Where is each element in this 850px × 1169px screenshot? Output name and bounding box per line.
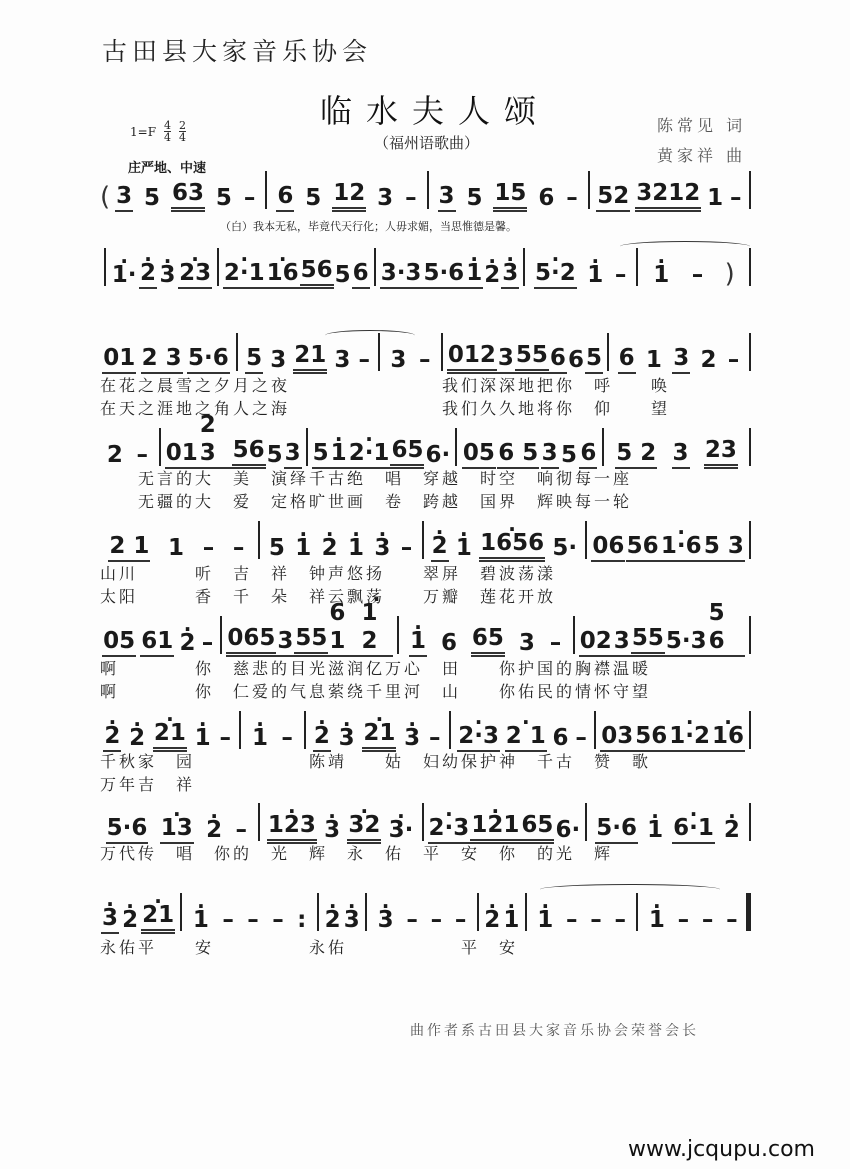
- measure: 5·6 · 1 · 6·1 · 2: [591, 800, 745, 844]
- measure: · 1· · 2 · 3 · 23: [110, 245, 213, 289]
- lyrics-verse-1: 千秋家 园 陈靖 姑 妇幼保护神 千古 赞 歌: [100, 752, 652, 771]
- barline: [636, 248, 638, 286]
- measure: 5·6 · 13 · 2 –: [100, 800, 254, 844]
- measure: · 1 6 65 3 –: [403, 613, 569, 657]
- lyrics-verse-2: 万年吉 祥: [100, 775, 196, 794]
- measure: · 1 – ): [642, 245, 745, 289]
- measure: 5 · 1 · 2 · 1 · 3 –: [264, 518, 418, 562]
- intro-bracket-close: ): [724, 259, 735, 289]
- organization-name: 古田县大家音乐协会: [102, 37, 373, 66]
- measure: · 2 · 1: [483, 890, 521, 934]
- lyrics-verse-2: 啊 你 仁爱的气息萦绕千里河 山 你佑民的情怀守望: [100, 682, 652, 701]
- barline: [749, 616, 751, 654]
- measure: 3 5 15 6 –: [438, 180, 578, 211]
- repeat-start-barline: [104, 248, 108, 286]
- measure: 02 3 55 5·3 5 6: [579, 613, 745, 657]
- barline: [306, 428, 308, 466]
- measure: · 3 · 2 · 21: [100, 890, 176, 934]
- barline: [749, 333, 751, 371]
- measure: 01 2 3 5·6: [100, 330, 232, 374]
- measure: 6 1 3 2 –: [618, 345, 740, 373]
- barline: [374, 248, 376, 286]
- barline: [217, 248, 219, 286]
- measure: 05 6 5 3 5 6: [462, 440, 597, 468]
- time-signature-2-4: $\frac{2}{4}$: [179, 119, 187, 144]
- measure: 6 5 12 3 –: [277, 180, 417, 211]
- notation-system-1: [100, 168, 755, 212]
- tempo-marking: 庄严地、中速: [128, 161, 207, 176]
- barline: [594, 711, 596, 749]
- repeat-end-barline: [317, 893, 321, 931]
- measure: · 123 · 3 · 32 · 3·: [264, 800, 418, 844]
- barline: [636, 893, 638, 931]
- composer-credit: 黄家祥 曲: [657, 146, 747, 165]
- barline: [258, 521, 260, 559]
- barline: [749, 711, 751, 749]
- lyrics-line: 万代传 唱 你的 光 辉 永 佑 平 安 你 的光 辉: [100, 844, 614, 863]
- barline: [585, 521, 587, 559]
- barline: [365, 893, 367, 931]
- barline: [749, 521, 751, 559]
- barline: [159, 428, 161, 466]
- notation-system-8: [100, 800, 755, 844]
- measure: · 2·3 · 121 65 6·: [428, 800, 582, 844]
- barline: [441, 333, 443, 371]
- barline: [749, 803, 751, 841]
- measure: 5 3 21 3 –: [246, 342, 371, 373]
- measure: 3 5 63 5 –: [116, 180, 256, 211]
- measure: · 2·3 · 2 1 6 –: [455, 708, 590, 752]
- barline: [749, 171, 751, 209]
- notation-system-2: [100, 245, 755, 289]
- measure: 012 3 55 6 6 5: [447, 342, 602, 373]
- barline: [585, 803, 587, 841]
- measure: 3 –: [390, 347, 431, 373]
- barline: [588, 171, 590, 209]
- lyrics-verse-2: 在天之涯地之角人之海 我们久久地将你 仰 望: [100, 399, 671, 418]
- measure: 5 · 1 · 2·1 65 6·: [312, 425, 452, 469]
- lyrics-verse-1: 啊 你 慈悲的目光滋润亿万心 田 你护国的胸襟温暖: [100, 659, 652, 678]
- slur: [620, 241, 750, 252]
- intro-bracket-open: (: [100, 182, 111, 212]
- slur: [540, 884, 720, 895]
- measure: 3·3 5·6 · 1 · 2 · 3: [380, 245, 520, 289]
- lyrics-line: 永佑平 安 永佑 平 安: [100, 938, 519, 957]
- measure: 52 3212 1 –: [597, 180, 742, 211]
- measure: · 2 · 3: [323, 890, 361, 934]
- notation-system-6: [100, 600, 755, 657]
- barline: [220, 616, 222, 654]
- measure: 065 3 55 6 1 · 1 2: [226, 613, 392, 657]
- notation-system-3: [100, 330, 755, 374]
- measure: · 5·2 · 1 –: [529, 245, 632, 289]
- measure: · 2 · 2 · 21 · 1 –: [100, 708, 235, 752]
- measure: · 1 –: [245, 708, 299, 752]
- measure: 03 56 · 1·2 · 16: [600, 708, 745, 752]
- measure: · 1 – – –: [531, 890, 633, 934]
- barline: [607, 333, 609, 371]
- song-title: 临水夫人颂: [320, 92, 551, 130]
- notation-system-7: [100, 708, 755, 752]
- spoken-line: （白）我本无私，毕竟代天行化；人毋求媚，当思惟德是馨。: [220, 220, 517, 233]
- barline: [239, 711, 241, 749]
- lyrics-verse-1: 无言的大 美 演绎千古绝 唱 穿越 时空 响彻每一座: [100, 469, 633, 488]
- lyricist-credit: 陈常见 词: [657, 116, 747, 135]
- key-label: 1=F: [130, 124, 157, 139]
- notation-system-9: [100, 890, 755, 934]
- measure: 05 61 · 2 –: [100, 613, 216, 657]
- barline: [455, 428, 457, 466]
- barline: [523, 248, 525, 286]
- key-signature: [130, 120, 186, 143]
- measure: 2 1 1 – –: [109, 533, 245, 561]
- measure: · 3 – – –: [371, 890, 473, 934]
- barline: [258, 803, 260, 841]
- measure: 2 –: [106, 442, 148, 468]
- barline: [449, 711, 451, 749]
- footer-note: 曲作者系古田县大家音乐协会荣誉会长: [410, 1023, 699, 1039]
- barline: [573, 616, 575, 654]
- barline: [427, 171, 429, 209]
- measure: · 2 · 3 · 21 · 3 –: [310, 708, 445, 752]
- barline: [525, 893, 527, 931]
- barline: [397, 616, 399, 654]
- measure: 01 2 3 56 5 3: [165, 412, 301, 468]
- website-watermark[interactable]: www.jcqupu.com: [628, 1137, 815, 1162]
- notation-system-5: [100, 518, 755, 562]
- lyrics-verse-1: 在花之晨雪之夕月之夜 我们深深地把你 呼 唤: [100, 376, 671, 395]
- measure: · 2·1 · 16 56 5 6: [223, 245, 370, 289]
- slur: [325, 330, 415, 341]
- measure: · 1 – – – :: [186, 890, 313, 934]
- barline: [602, 428, 604, 466]
- barline: [265, 171, 267, 209]
- time-signature-4-4: $\frac{4}{4}$: [164, 119, 172, 144]
- barline: [236, 333, 238, 371]
- measure: 06 56 · 1·6 5 3: [591, 518, 745, 562]
- lyrics-verse-2: 无疆的大 爱 定格旷世画 卷 跨越 国界 辉映每一轮: [100, 492, 633, 511]
- barline: [749, 248, 751, 286]
- barline: [304, 711, 306, 749]
- final-barline: [746, 893, 751, 931]
- barline: [422, 521, 424, 559]
- song-subtitle: （福州语歌曲）: [374, 134, 480, 152]
- barline: [180, 893, 182, 931]
- measure: · 1 – – –: [642, 890, 744, 934]
- measure: · 2 · 1 · 1656 5·: [428, 518, 582, 562]
- lyrics-verse-2: 太阳 香 千 朵 祥云飘荡 万瓣 莲花开放: [100, 587, 557, 606]
- barline: [422, 803, 424, 841]
- measure: 5 2 3 23: [608, 425, 745, 469]
- lyrics-verse-1: 山川 听 吉 祥 钟声悠扬 翠屏 碧波荡漾: [100, 564, 557, 583]
- notation-system-4: [100, 412, 755, 469]
- barline: [749, 428, 751, 466]
- barline: [477, 893, 479, 931]
